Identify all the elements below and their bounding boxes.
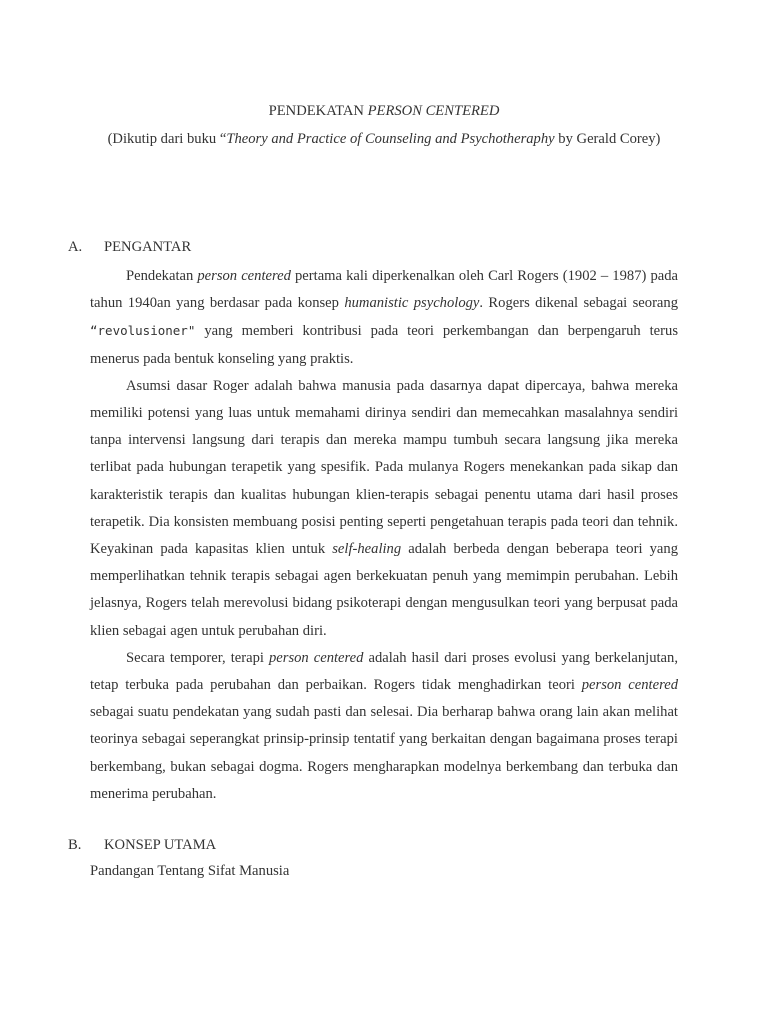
p1-text-3: . Rogers dikenal sebagai seorang [479,295,678,312]
section-a-title: PENGANTAR [104,239,192,255]
title-italic: PERSON CENTERED [367,103,500,119]
document-title [0,101,768,121]
section-a-number: A. [68,239,83,255]
p3-text-1: Secara temporer, terapi [126,649,269,666]
p1-italic-1: person centered [197,268,291,284]
section-a-heading [68,237,191,257]
paragraph-3 [90,645,678,808]
p3-italic-1: person centered [268,649,364,666]
p1-text-1: Pendekatan [126,268,198,284]
section-b-number: B. [68,837,82,853]
p1-text-4: yang memberi kontribusi pada teori perkembangan dan berpengaruh terus menerus pada bentuk konseling yang praktis. [90,323,678,367]
p1-italic-2: humanistic psychology [344,295,480,312]
subtitle-book-title: Theory and Practice of Counseling and Psychotheraphy [226,131,555,147]
section-b-heading [68,835,216,855]
document-subtitle [0,129,768,149]
subtitle-after: by Gerald Corey) [554,131,661,147]
p2-text-2: adalah berbeda dengan beberapa teori yang memperlihatkan tehnik terapis sebagai agen berkekuatan penuh yang memimpin perubahan. Lebih jelasnya, Rogers telah merevolusi bidang psikoterapi dengan mengusulkan teori yang berpusat pada klien sebagai agen untuk perubahan diri. [90,541,679,639]
section-a-body [90,263,678,808]
p2-text-1: Asumsi dasar Roger adalah bahwa manusia pada dasarnya dapat dipercaya, bahwa mereka memiliki potensi yang luas untuk memahami dirinya sendiri dan memecahkan masalahnya sendiri tanpa intervensi langsung dari terapis dan mereka mampu tumbuh secara langsung jika mereka terlibat pada hubungan terapetik yang spesifik. Pada mulanya Rogers menekankan pada sikap dan karakteristik terapis dan kualitas hubungan klien-terapis sebagai penentu utama dari hasil proses terapetik. Dia konsisten membuang posisi penting seperti pengetahuan terapis pada teori dan tehnik. Keyakinan pada kapasitas klien untuk [90,377,678,558]
p3-italic-2: person centered [581,677,679,694]
p1-mono-word: “revolusioner" [90,323,196,339]
title-prefix: PENDEKATAN [268,103,368,119]
p3-text-2: adalah hasil dari proses evolusi yang berkelanjutan, tetap terbuka pada perubahan dan perbaikan. Rogers tidak menghadirkan teori [90,649,678,694]
p2-italic-1: self-healing [332,541,402,558]
p3-text-3: sebagai suatu pendekatan yang sudah pasti dan selesai. Dia berharap bahwa orang lain akan melihat teorinya sebagai seperangkat prinsip-prinsip tentatif yang berkaitan dengan bagaimana proses terapi berkembang, bukan sebagai dogma. Rogers mengharapkan modelnya berkembang dan terbuka dan menerima perubahan. [90,704,678,802]
p1-text-2: pertama kali diperkenalkan oleh Carl Rogers (1902 – 1987) pada tahun 1940an yang berdasar pada konsep [90,268,678,312]
paragraph-2 [90,373,678,645]
paragraph-1 [90,263,678,373]
subtitle-before: (Dikutip dari buku “ [107,131,227,147]
section-b-title: KONSEP UTAMA [104,837,217,853]
section-b-subheading: Pandangan Tentang Sifat Manusia [90,863,290,879]
